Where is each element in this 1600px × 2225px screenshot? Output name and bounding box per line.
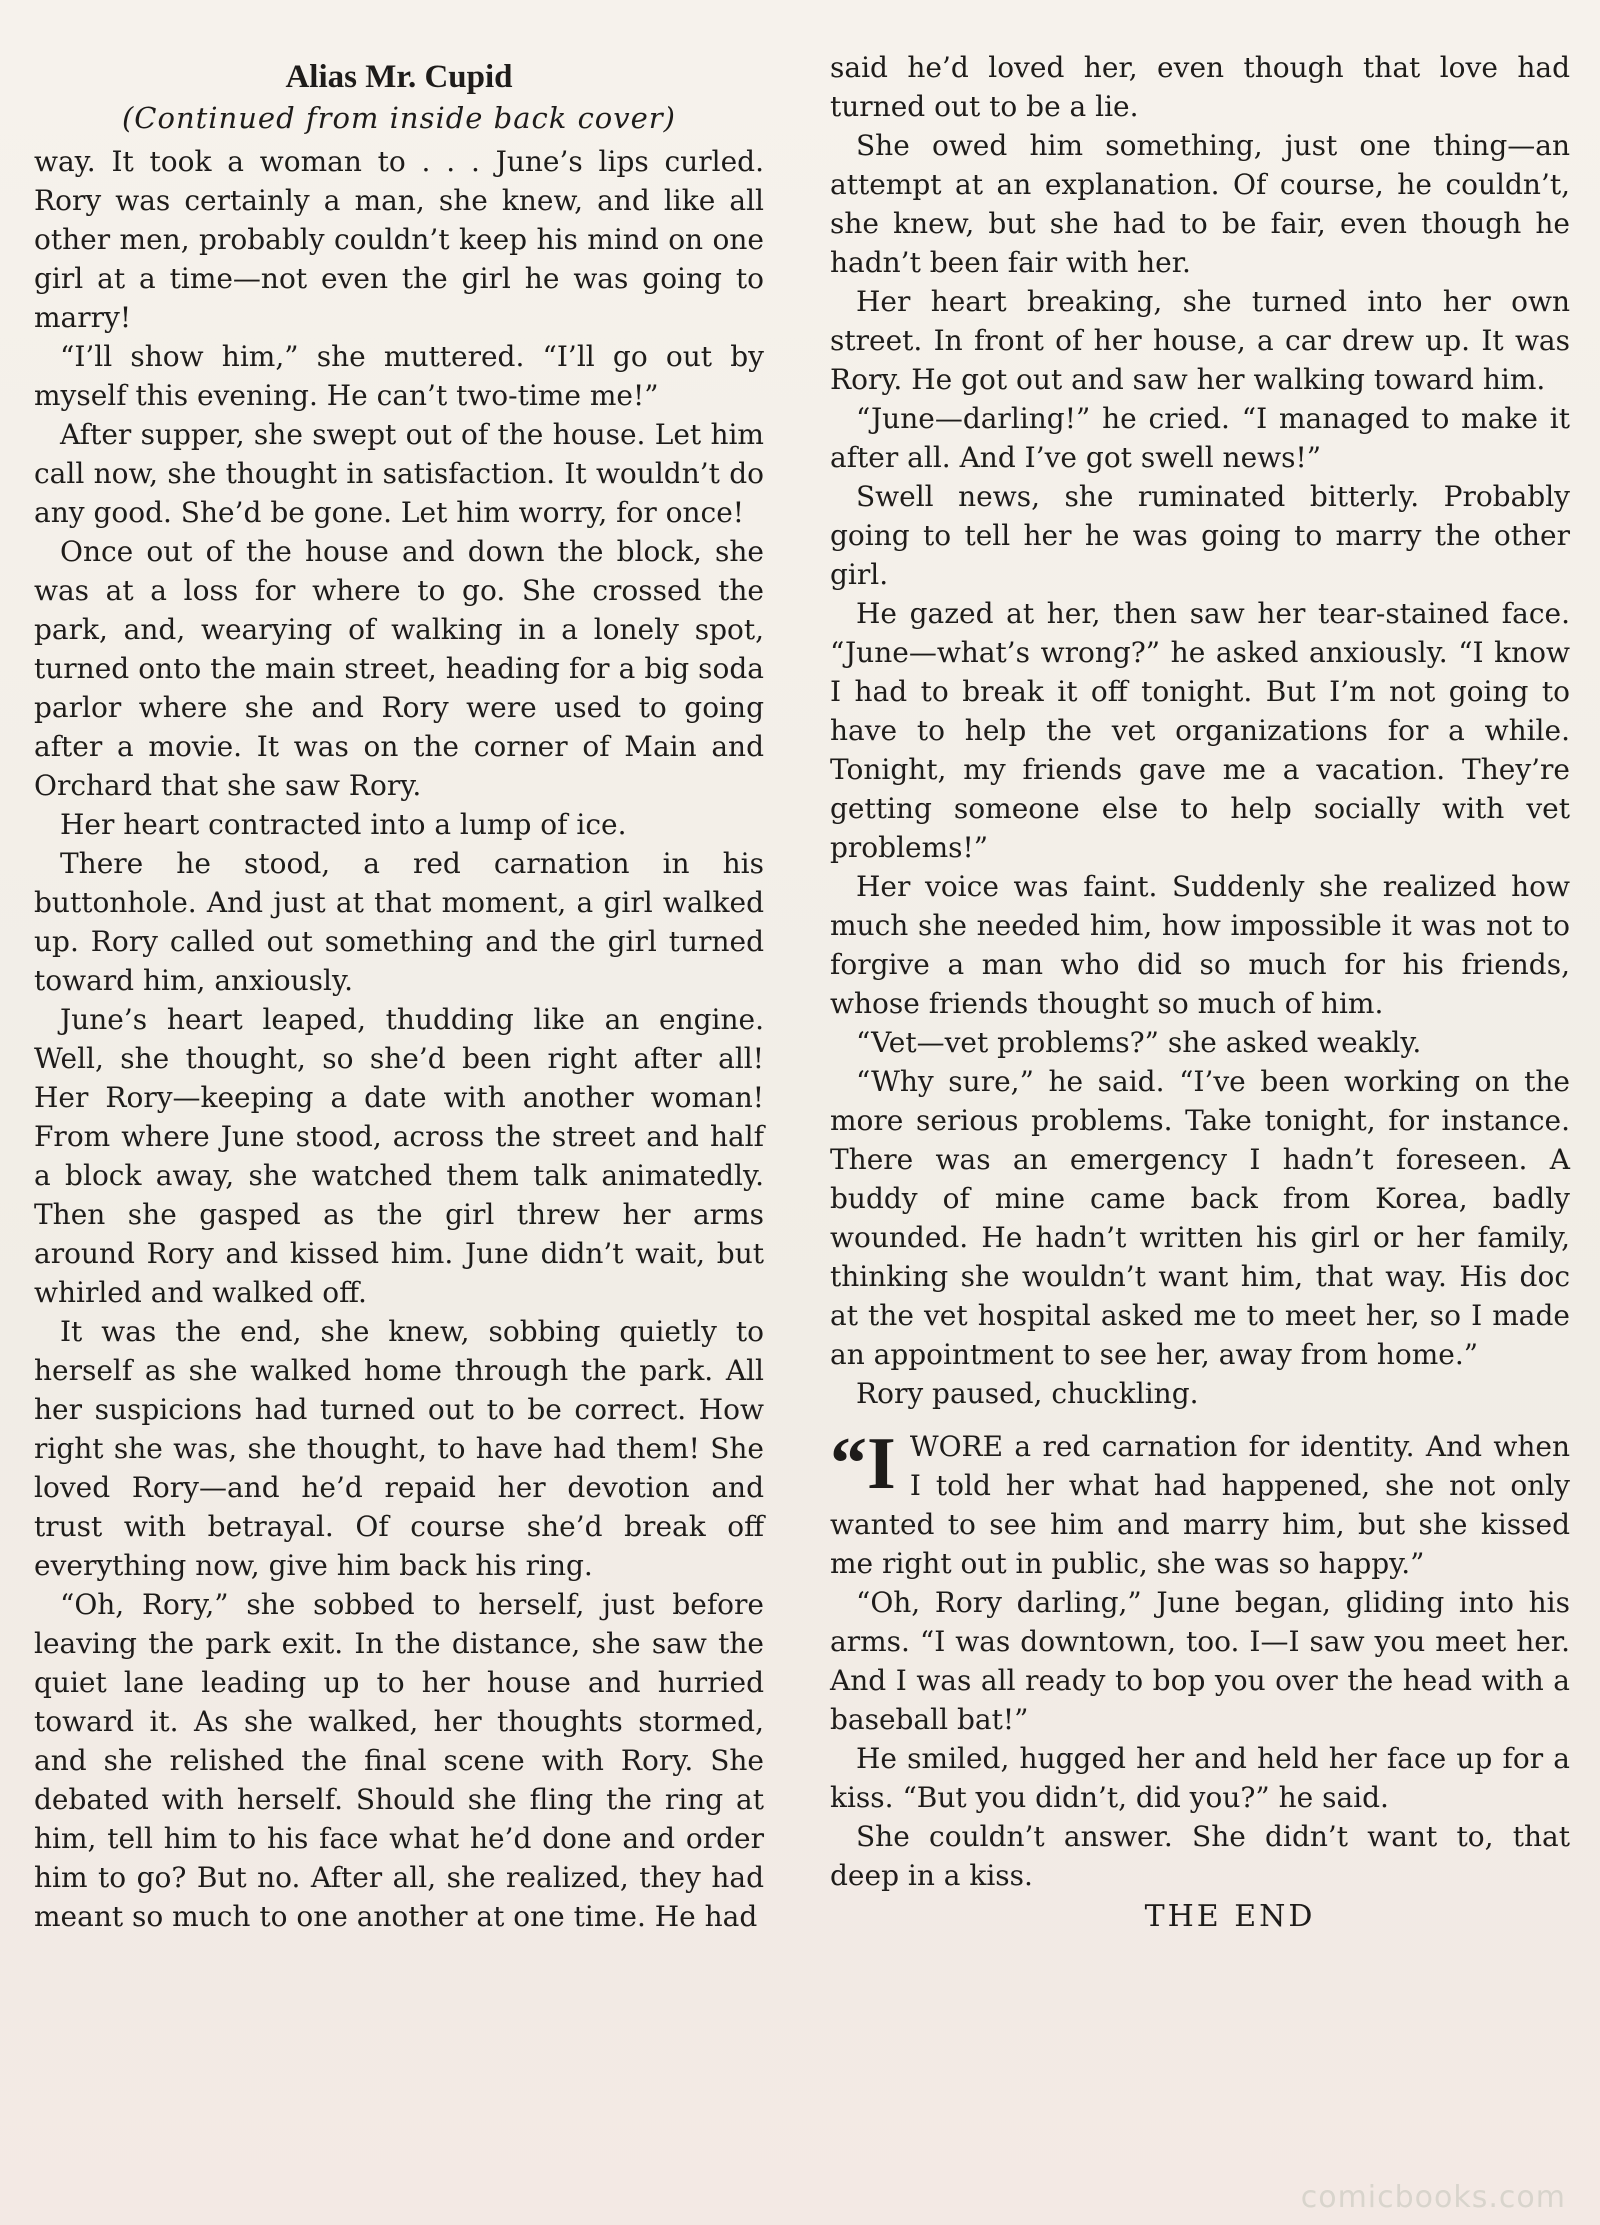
drop-cap: “I [830,1423,896,1505]
right-column [830,48,1570,1937]
paragraph: “Vet—vet problems?” she asked weakly. [856,1026,1422,1059]
left-column [34,48,764,1936]
paragraph: Swell news, she ruminated bitterly. Probably going to tell her he was going to marry the other girl. [830,480,1570,591]
paragraph: “Why sure,” he said. “I’ve been working on the more serious problems. Take tonight, for instance. There was an emergency I hadn’t foreseen. A buddy of mine came back from Korea, badly wounded. He hadn’t written his girl or her family, thinking she wouldn’t want him, that way. His doc at the vet hospital asked me to meet her, so I made an appointment to see her, away from home.” [830,1065,1570,1371]
story-title: Alias Mr. Cupid [285,59,513,95]
drop-cap-paragraph-text: WORE a red carnation for identity. And when I told her what had happened, she not only wanted to see him and marry him, but she kissed me right out in public, she was so happy.” [830,1430,1570,1580]
paragraph: Rory paused, chuckling. [856,1377,1199,1410]
paragraph: Her heart breaking, she turned into her own street. In front of her house, a car drew up. It was Rory. He got out and saw her walking toward him. [830,285,1570,396]
paragraph: June’s heart leaped, thudding like an engine. Well, she thought, so she’d been right after all! Her Rory—keeping a date with another woman! From where June stood, across the street and half a block away, she watched them talk animatedly. Then she gasped as the girl threw her arms around Rory and kissed him. June didn’t wait, but whirled and walked off. [34,1003,764,1309]
paragraph: Her heart contracted into a lump of ice. [60,808,627,841]
paragraph: “Oh, Rory darling,” June began, gliding into his arms. “I was downtown, too. I—I saw you meet her. And I was all ready to bop you over the head with a baseball bat!” [830,1586,1570,1736]
paragraph: After supper, she swept out of the house. Let him call now, she thought in satisfaction. It wouldn’t do any good. She’d be gone. Let him worry, for once! [34,418,764,529]
paragraph: “Oh, Rory,” she sobbed to herself, just before leaving the park exit. In the distance, she saw the quiet lane leading up to her house and hurried toward it. As she walked, her thoughts stormed, and she relished the final scene with Rory. She debated with herself. Should she fling the ring at him, tell him to his face what he’d done and order him to go? But no. After all, she realized, they had meant so much to one another at one time. He had [34,1588,764,1933]
paragraph: way. It took a woman to . . . June’s lips curled. Rory was certainly a man, she knew, and like all other men, probably couldn’t keep his mind on one girl at a time—not even the girl he was going to marry! [34,145,764,334]
paragraph: She couldn’t answer. She didn’t want to, that deep in a kiss. [830,1820,1570,1892]
paragraph: He smiled, hugged her and held her face up for a kiss. “But you didn’t, did you?” he said. [830,1742,1570,1814]
drop-cap-paragraph [830,1423,1570,1583]
paragraph: There he stood, a red carnation in his buttonhole. And just at that moment, a girl walked up. Rory called out something and the girl turned toward him, anxiously. [34,847,764,997]
paragraph: It was the end, she knew, sobbing quietly to herself as she walked home through the park. All her suspicions had turned out to be correct. How right she was, she thought, to have had them! She loved Rory—and he’d repaid her devotion and trust with betrayal. Of course she’d break off everything now, give him back his ring. [34,1315,764,1582]
story-subtitle: (Continued from inside back cover) [121,101,676,135]
watermark-text: comicbooks.com [1300,2180,1566,2215]
paragraph: Once out of the house and down the block, she was at a loss for where to go. She crossed the park, and, wearying of walking in a lonely spot, turned onto the main street, heading for a big soda parlor where she and Rory were used to going after a movie. It was on the corner of Main and Orchard that she saw Rory. [34,535,764,802]
paragraph: “I’ll show him,” she muttered. “I’ll go out by myself this evening. He can’t two-time me!” [34,340,764,412]
paragraph: “June—darling!” he cried. “I managed to make it after all. And I’ve got swell news!” [830,402,1570,474]
paragraph: She owed him something, just one thing—an attempt at an explanation. Of course, he couldn’t, she knew, but she had to be fair, even though he hadn’t been fair with her. [830,129,1570,279]
paragraph: said he’d loved her, even though that love had turned out to be a lie. [830,51,1570,123]
paragraph: He gazed at her, then saw her tear-stained face. “June—what’s wrong?” he asked anxiously. “I know I had to break it off tonight. But I’m not going to have to help the vet organizations for a while. Tonight, my friends gave me a vacation. They’re getting someone else to help socially with vet problems!” [830,597,1570,864]
paragraph: Her voice was faint. Suddenly she realized how much she needed him, how impossible it was not to forgive a man who did so much for his friends, whose friends thought so much of him. [830,870,1570,1020]
story-ending: THE END [1144,1899,1316,1934]
